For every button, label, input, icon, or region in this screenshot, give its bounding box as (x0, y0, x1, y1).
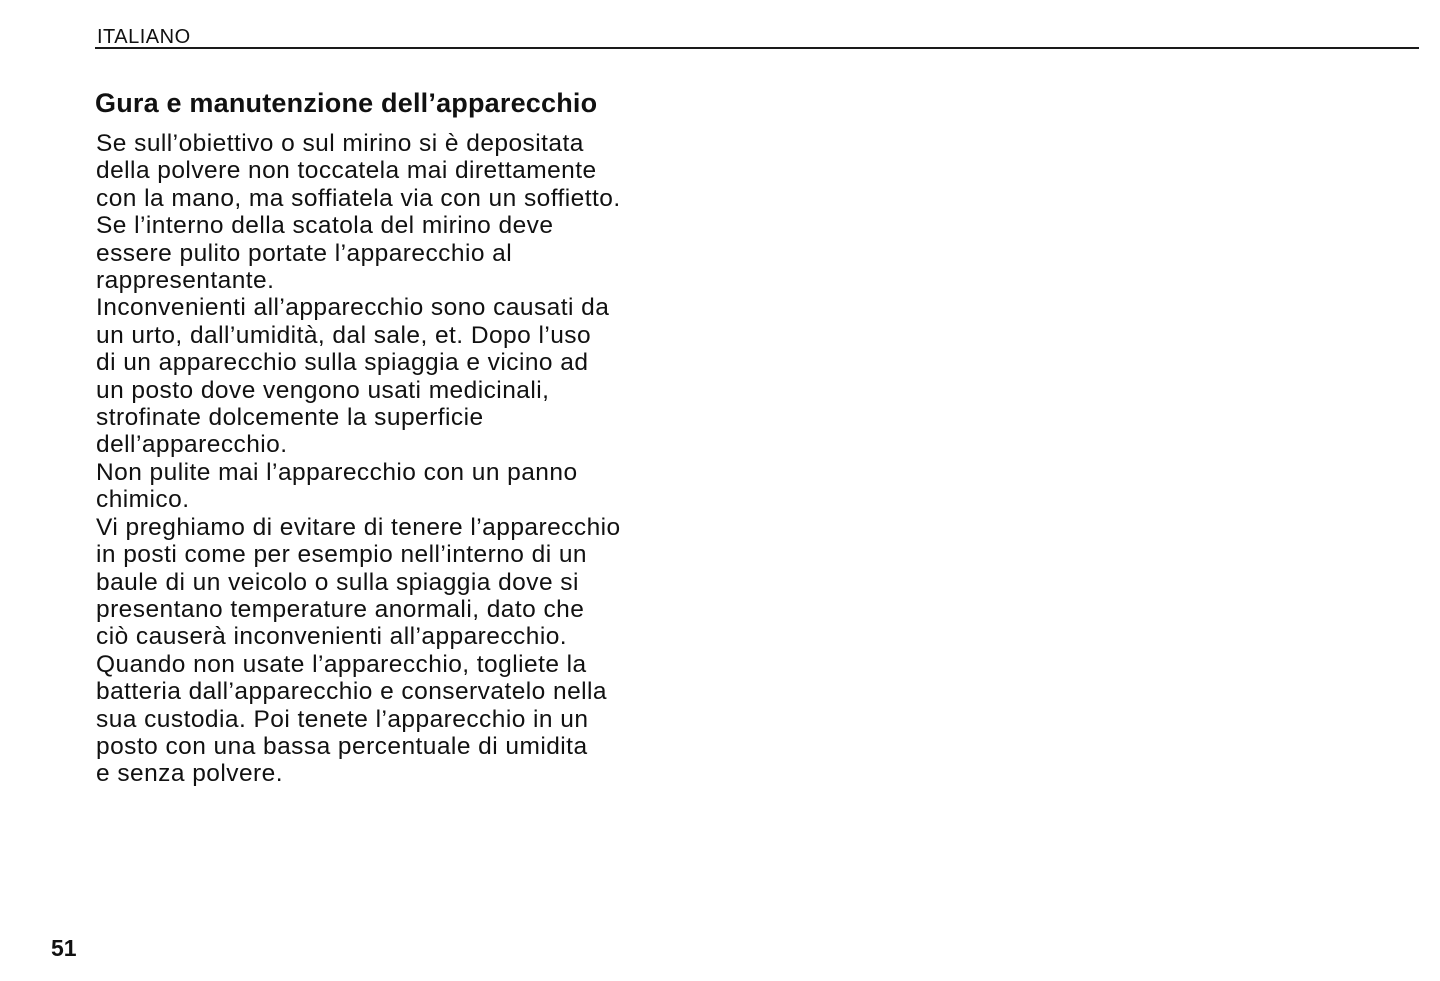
section-body (96, 130, 756, 788)
body-line: rappresentante. (96, 267, 275, 295)
body-line: della polvere non toccatela mai direttamente (96, 157, 597, 185)
body-line: un urto, dall’umidità, dal sale, et. Dopo l’uso (96, 321, 592, 349)
body-line: chimico. (96, 486, 190, 514)
body-line: Quando non usate l’apparecchio, togliete la (96, 650, 587, 678)
page-number: 51 (51, 935, 77, 961)
body-line: sua custodia. Poi tenete l’apparecchio in un (96, 705, 589, 733)
body-line: batteria dall’apparecchio e conservatelo nella (96, 678, 608, 706)
body-line: Vi preghiamo di evitare di tenere l’apparecchio (96, 513, 621, 541)
body-line: Se sull’obiettivo o sul mirino si è depositata (96, 130, 584, 157)
body-line: baule di un veicolo o sulla spiaggia dove si (96, 568, 579, 596)
body-line: in posti come per esempio nell’interno di un (96, 541, 588, 569)
section-title: Gura e manutenzione dell’apparecchio (95, 88, 598, 118)
body-line: Non pulite mai l’apparecchio con un panno (96, 458, 578, 486)
body-line: di un apparecchio sulla spiaggia e vicino ad (96, 349, 589, 377)
body-line: un posto dove vengono usati medicinali, (96, 376, 550, 404)
body-line: posto con una bassa percentuale di umidita (96, 732, 588, 760)
body-line: con la mano, ma soffiatela via con un soffietto. (96, 184, 621, 212)
language-header: ITALIANO (97, 26, 191, 48)
body-line: essere pulito portate l’apparecchio al (96, 239, 513, 267)
body-line: presentano temperature anormali, dato che (96, 595, 585, 623)
body-line: ciò causerà inconvenienti all’apparecchio. (96, 623, 568, 651)
body-line: Se l’interno della scatola del mirino deve (96, 212, 554, 240)
body-line: e senza polvere. (96, 760, 283, 788)
body-line: Inconvenienti all’apparecchio sono causati da (96, 294, 610, 322)
header-divider (95, 47, 1419, 49)
body-line: strofinate dolcemente la superficie (96, 404, 484, 432)
body-line: dell’apparecchio. (96, 431, 288, 459)
